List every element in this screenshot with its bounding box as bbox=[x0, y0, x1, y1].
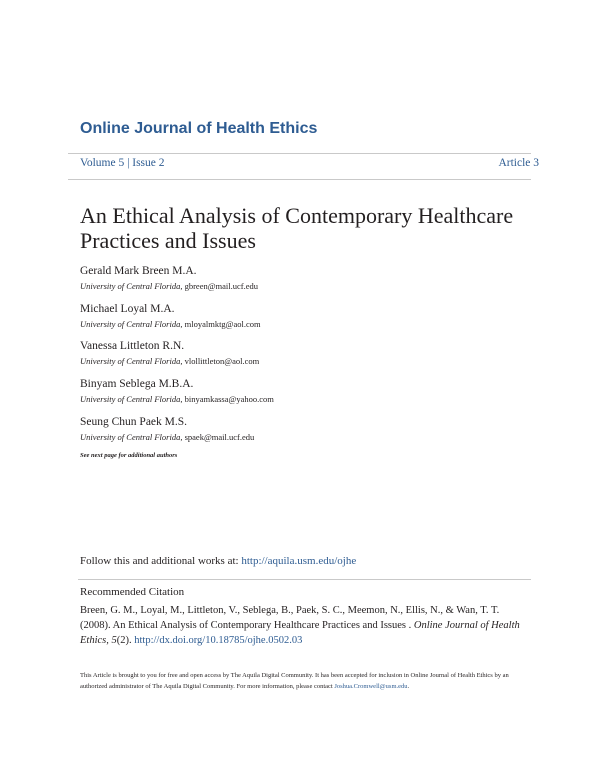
author-email: , mloyalmktg@aol.com bbox=[180, 319, 261, 329]
author-email: , gbreen@mail.ucf.edu bbox=[180, 281, 259, 291]
follow-line bbox=[80, 555, 356, 567]
citation-divider bbox=[78, 579, 531, 580]
follow-text: Follow this and additional works at: bbox=[80, 555, 242, 567]
footer-period: . bbox=[407, 683, 410, 690]
citation-text bbox=[80, 603, 530, 648]
citation-heading: Recommended Citation bbox=[80, 586, 185, 598]
author-name: Seung Chun Paek M.S. bbox=[80, 416, 188, 428]
author-institution: University of Central Florida bbox=[80, 356, 181, 366]
citation-issue: (2). bbox=[116, 635, 135, 646]
volume-issue-link[interactable]: Volume 5 | Issue 2 bbox=[80, 157, 165, 169]
author-institution: University of Central Florida bbox=[80, 319, 181, 329]
citation-body: Breen, G. M., Loyal, M., Littleton, V., Seblega, B., Paek, S. C., Meemon, N., Ellis, N., & Wan, T. T. (2008). An Ethical Analysis of Contemporary Healthcare Practices and Issues . bbox=[80, 605, 500, 631]
author-name: Gerald Mark Breen M.A. bbox=[80, 265, 197, 277]
doi-link[interactable]: http://dx.doi.org/10.18785/ojhe.0502.03 bbox=[134, 635, 303, 646]
author-institution: University of Central Florida bbox=[80, 281, 181, 291]
author-affiliation bbox=[80, 281, 258, 291]
author-name: Michael Loyal M.A. bbox=[80, 303, 175, 315]
author-name: Vanessa Littleton R.N. bbox=[80, 340, 185, 352]
footer-notice bbox=[80, 670, 530, 692]
repository-link[interactable]: http://aquila.usm.edu/ojhe bbox=[241, 555, 357, 567]
header-divider-top bbox=[68, 153, 531, 154]
author-email: , vlollittleton@aol.com bbox=[180, 356, 260, 366]
author-affiliation bbox=[80, 394, 274, 404]
header-divider-bottom bbox=[68, 179, 531, 180]
journal-title[interactable]: Online Journal of Health Ethics bbox=[80, 120, 318, 137]
article-title: An Ethical Analysis of Contemporary Healthcare Practices and Issues bbox=[80, 203, 514, 253]
author-institution: University of Central Florida bbox=[80, 432, 181, 442]
author-name: Binyam Seblega M.B.A. bbox=[80, 378, 194, 390]
see-next-page-note: See next page for additional authors bbox=[80, 452, 178, 459]
author-affiliation bbox=[80, 319, 261, 329]
citation-journal: Online Journal of Health Ethics, 5 bbox=[80, 620, 520, 646]
footer-text: This Article is brought to you for free and open access by The Aquila Digital Community. It has been accepted for inclusion in Online Journal of Health Ethics by an authorized administrator of The Aquila Digital Community. For more information, please contact bbox=[80, 672, 509, 690]
article-number-link[interactable]: Article 3 bbox=[498, 157, 539, 169]
author-institution: University of Central Florida bbox=[80, 394, 181, 404]
author-email: , spaek@mail.ucf.edu bbox=[180, 432, 255, 442]
author-affiliation bbox=[80, 432, 254, 442]
author-email: , binyamkassa@yahoo.com bbox=[180, 394, 274, 404]
contact-email-link[interactable]: Joshua.Cromwell@usm.edu bbox=[334, 683, 408, 690]
author-affiliation bbox=[80, 356, 259, 366]
